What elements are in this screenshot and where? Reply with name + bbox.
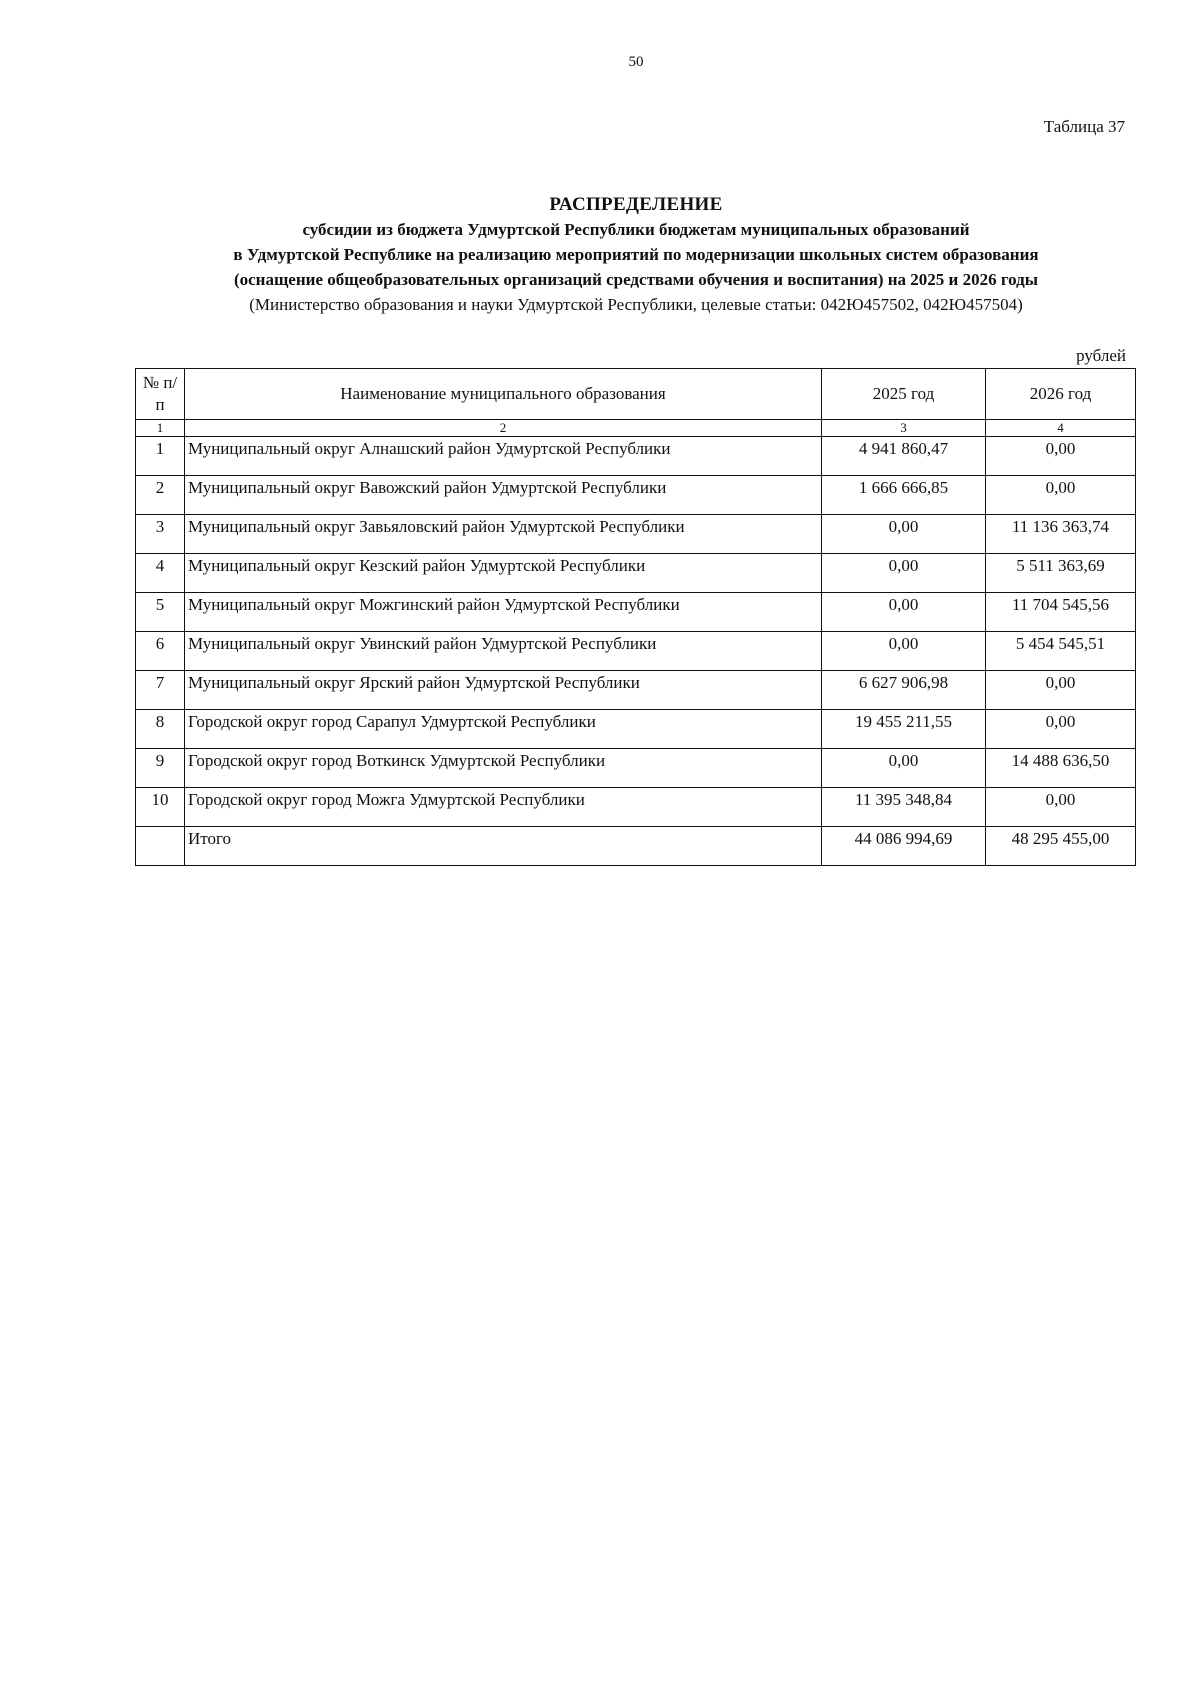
row-value-2025: 0,00 <box>822 593 986 632</box>
table-row <box>136 476 1136 515</box>
row-value-2026: 0,00 <box>986 671 1136 710</box>
table-row <box>136 671 1136 710</box>
heading-line-3: (оснащение общеобразовательных организаций средствами обучения и воспитания) на 2025 и 2026 годы <box>233 270 1039 289</box>
table-row <box>136 632 1136 671</box>
row-name: Муниципальный округ Кезский район Удмуртской Республики <box>185 554 822 593</box>
row-number: 3 <box>136 515 185 554</box>
row-value-2025: 4 941 860,47 <box>822 437 986 476</box>
row-name: Муниципальный округ Можгинский район Удмуртской Республики <box>185 593 822 632</box>
row-name: Муниципальный округ Вавожский район Удмуртской Республики <box>185 476 822 515</box>
row-value-2026: 0,00 <box>986 437 1136 476</box>
row-number: 5 <box>136 593 185 632</box>
row-name: Муниципальный округ Ярский район Удмуртской Республики <box>185 671 822 710</box>
table-row <box>136 788 1136 827</box>
column-number: 3 <box>822 420 986 437</box>
total-num-cell <box>136 827 185 866</box>
heading-ministry: (Министерство образования и науки Удмуртской Республики, целевые статьи: 042Ю457502, 042Ю457504) <box>249 295 1023 314</box>
row-number: 7 <box>136 671 185 710</box>
row-number: 9 <box>136 749 185 788</box>
row-number: 1 <box>136 437 185 476</box>
distribution-table <box>135 368 1136 866</box>
header-num: № п/п <box>136 369 185 420</box>
row-number: 6 <box>136 632 185 671</box>
row-value-2026: 0,00 <box>986 476 1136 515</box>
row-value-2026: 11 704 545,56 <box>986 593 1136 632</box>
heading-line-2: в Удмуртской Республике на реализацию мероприятий по модернизации школьных систем образования <box>233 245 1039 264</box>
column-number: 4 <box>986 420 1136 437</box>
header-2025: 2025 год <box>822 369 986 420</box>
row-value-2026: 0,00 <box>986 710 1136 749</box>
table-header-row <box>136 369 1136 420</box>
row-number: 8 <box>136 710 185 749</box>
row-number: 2 <box>136 476 185 515</box>
row-value-2025: 11 395 348,84 <box>822 788 986 827</box>
total-2025: 44 086 994,69 <box>822 827 986 866</box>
table-body <box>136 437 1136 827</box>
row-value-2025: 19 455 211,55 <box>822 710 986 749</box>
column-number: 2 <box>185 420 822 437</box>
row-name: Городской округ город Сарапул Удмуртской Республики <box>185 710 822 749</box>
total-row <box>136 827 1136 866</box>
row-value-2026: 11 136 363,74 <box>986 515 1136 554</box>
units-label: рублей <box>1076 346 1126 365</box>
row-value-2026: 0,00 <box>986 788 1136 827</box>
row-name: Городской округ город Воткинск Удмуртской Республики <box>185 749 822 788</box>
row-value-2025: 0,00 <box>822 632 986 671</box>
total-2026: 48 295 455,00 <box>986 827 1136 866</box>
table-row <box>136 710 1136 749</box>
document-heading <box>130 192 1142 317</box>
table-label: Таблица 37 <box>1043 117 1125 136</box>
column-number-row <box>136 420 1136 437</box>
table-row <box>136 554 1136 593</box>
row-value-2025: 6 627 906,98 <box>822 671 986 710</box>
page-number: 50 <box>628 54 644 70</box>
row-value-2026: 5 511 363,69 <box>986 554 1136 593</box>
row-value-2026: 14 488 636,50 <box>986 749 1136 788</box>
row-number: 10 <box>136 788 185 827</box>
row-value-2026: 5 454 545,51 <box>986 632 1136 671</box>
row-value-2025: 0,00 <box>822 515 986 554</box>
row-value-2025: 1 666 666,85 <box>822 476 986 515</box>
table-row <box>136 593 1136 632</box>
row-name: Муниципальный округ Алнашский район Удмуртской Республики <box>185 437 822 476</box>
header-2026: 2026 год <box>986 369 1136 420</box>
row-value-2025: 0,00 <box>822 749 986 788</box>
row-value-2025: 0,00 <box>822 554 986 593</box>
row-name: Муниципальный округ Завьяловский район Удмуртской Республики <box>185 515 822 554</box>
heading-title: РАСПРЕДЕЛЕНИЕ <box>549 194 723 215</box>
table-row <box>136 749 1136 788</box>
heading-line-1: субсидии из бюджета Удмуртской Республики бюджетам муниципальных образований <box>302 220 970 239</box>
header-name: Наименование муниципального образования <box>185 369 822 420</box>
column-number: 1 <box>136 420 185 437</box>
table-row <box>136 515 1136 554</box>
row-number: 4 <box>136 554 185 593</box>
table-row <box>136 437 1136 476</box>
total-label: Итого <box>185 827 822 866</box>
row-name: Муниципальный округ Увинский район Удмуртской Республики <box>185 632 822 671</box>
row-name: Городской округ город Можга Удмуртской Республики <box>185 788 822 827</box>
